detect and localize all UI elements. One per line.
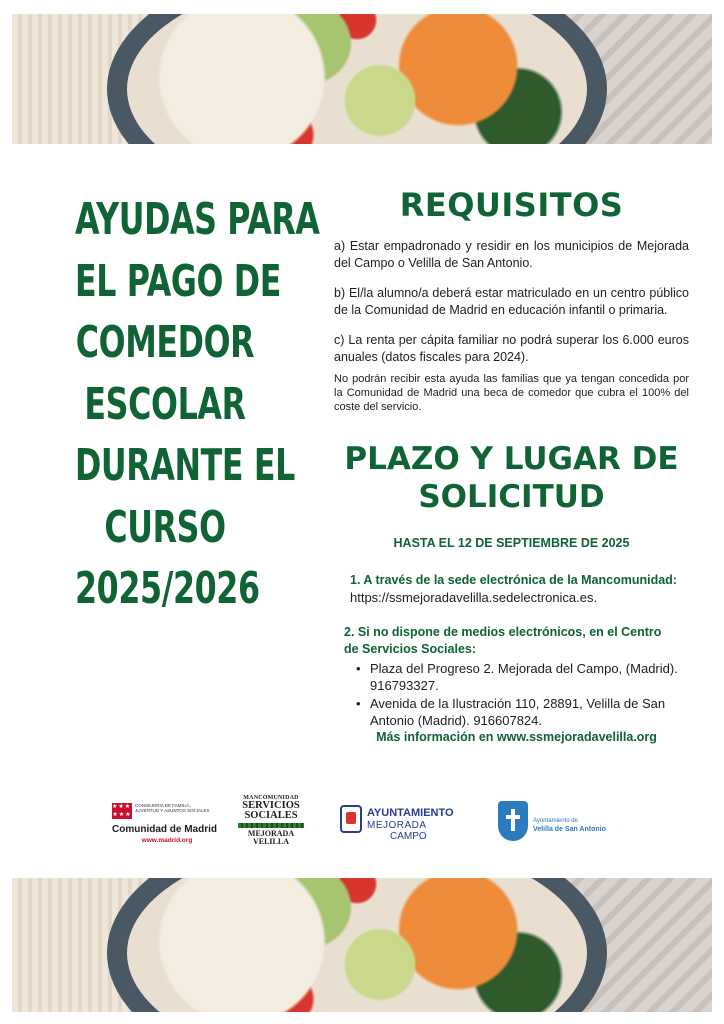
title-line: DURANTE EL <box>75 440 295 491</box>
servicios-sociales-logo: MANCOMUNIDAD SERVICIOS SOCIALES MEJORADA VELILLA <box>238 795 304 846</box>
step-in-person <box>334 624 689 729</box>
more-info-link[interactable]: Más información en www.ssmejoradavelilla.org <box>376 730 657 744</box>
list-item: • Plaza del Progreso 2. Mejorada del Campo, (Madrid). 916793327. <box>356 660 689 694</box>
salad-image <box>127 14 587 144</box>
logos-row: ★★★★ ★★★CONSEJERÍA DE FAMILIA, JUVENTUD Y ASUNTOS SOCIALES Comunidad de Madrid www.madrid.org MANCOMUNIDAD SERVICIOS SOCIALES MEJORADA VELILLA AYUNTAMIENTO MEJORADA CAMPO Ayuntamiento de Velilla de San Antonio <box>112 795 606 846</box>
step2-title-line2: de Servicios Sociales: <box>344 642 477 656</box>
title-line: EL PAGO DE <box>75 255 281 307</box>
main-title <box>40 188 320 619</box>
requirement-c: c) La renta per cápita familiar no podrá superar los 6.000 euros anuales (datos fiscales para 2024). <box>334 333 689 364</box>
title-line: COMEDOR <box>75 317 255 368</box>
step2-title-line1: 2. Si no dispone de medios electrónicos, en el Centro <box>344 625 662 639</box>
title-line: CURSO <box>104 501 226 553</box>
list-item: • Avenida de la Ilustración 110, 28891, Velilla de San Antonio (Madrid). 916607824. <box>356 695 689 729</box>
title-line: ESCOLAR <box>84 378 246 430</box>
location-list <box>344 660 689 729</box>
food-banner-top <box>12 14 712 144</box>
info-column <box>334 186 689 744</box>
comunidad-madrid-logo: ★★★★ ★★★CONSEJERÍA DE FAMILIA, JUVENTUD Y ASUNTOS SOCIALES Comunidad de Madrid www.madrid.org <box>112 803 217 844</box>
requirement-b: b) El/la alumno/a deberá estar matriculado en un centro público de la Comunidad de Madrid en educación infantil o primaria. <box>334 286 689 317</box>
plazo-heading-line1: PLAZO Y LUGAR DE <box>344 441 679 477</box>
requirement-note: No podrán recibir esta ayuda las familias que ya tengan concedida por la Comunidad de Madrid una beca de comedor que cubra el 100% del coste del servicio. <box>334 373 689 413</box>
step1-title: 1. A través de la sede electrónica de la Mancomunidad: <box>350 573 677 587</box>
figures-icon <box>238 823 304 828</box>
title-line: 2025/2026 <box>75 563 260 614</box>
title-line: AYUDAS PARA <box>75 194 320 245</box>
requisitos-heading: REQUISITOS <box>399 186 624 224</box>
shield-icon <box>498 801 528 841</box>
food-banner-bottom <box>12 878 712 1012</box>
plazo-heading-line2: SOLICITUD <box>418 479 605 515</box>
salad-image <box>127 878 587 1012</box>
requirement-a: a) Estar empadronado y residir en los municipios de Mejorada del Campo o Velilla de San Antonio. <box>334 239 689 270</box>
madrid-flag-icon: ★★★★ ★★★ <box>112 804 138 818</box>
plazo-heading <box>334 440 689 516</box>
sede-url-link[interactable]: https://ssmejoradavelilla.sedelectronica.es. <box>350 590 598 605</box>
step-online <box>334 572 689 606</box>
ayuntamiento-icon <box>340 805 362 833</box>
deadline-text: HASTA EL 12 DE SEPTIEMBRE DE 2025 <box>393 536 630 550</box>
